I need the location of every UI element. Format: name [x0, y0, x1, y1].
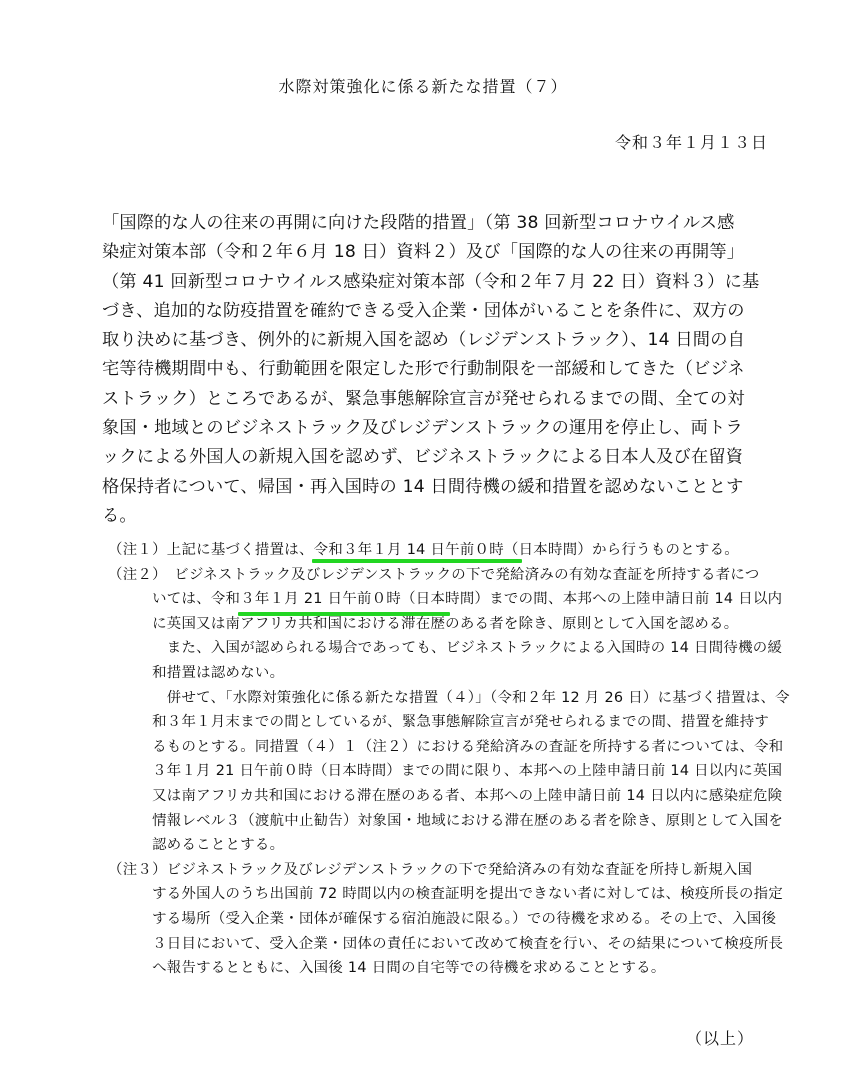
document-date: 令和３年１月１３日 — [614, 133, 768, 152]
note-line: する場所（受入企業・団体が確保する宿泊施設に限る。）での待機を求める。その上で、入国後 — [108, 910, 777, 927]
paragraph-line: （第 41 回新型コロナウイルス感染症対策本部（令和２年７月 22 日）資料３）に基 — [102, 271, 760, 292]
paragraph-line: 染症対策本部（令和２年６月 18 日）資料２）及び「国際的な人の往来の再開等」 — [102, 242, 745, 263]
highlight-underline-2 — [238, 612, 450, 616]
note-line: 和３年１月末までの間としているが、緊急事態解除宣言が発せられるまでの間、措置を維持す — [108, 714, 770, 731]
paragraph-line: ストラック）ところであるが、緊急事態解除宣言が発せられるまでの間、全ての対 — [102, 388, 745, 409]
note-line: する外国人のうち出国前 72 時間以内の検査証明を提出できない者に対しては、検疫所長の指定 — [108, 886, 784, 903]
note-line: るものとする。同措置（４）１（注２）における発給済みの査証を所持する者については、令和 — [108, 738, 784, 755]
paragraph-line: 象国・地域とのビジネストラック及びレジデンストラックの運用を停止し、両トラ — [102, 418, 743, 439]
note-line: いては、令和３年１月 21 日午前０時（日本時間）までの間、本邦への上陸申請日前 14 日以内 — [108, 591, 783, 608]
paragraph-line: 宅等待機期間中も、行動範囲を限定した形で行動制限を一部緩和してきた（ビジネ — [102, 359, 745, 380]
paragraph-line: 取り決めに基づき、例外的に新規入国を認め（レジデンストラック）、14 日間の自 — [102, 330, 745, 351]
note-line: ３日目において、受入企業・団体の責任において改めて検査を行い、その結果について検疫所長 — [108, 935, 784, 952]
paragraph-line: づき、追加的な防疫措置を確約できる受入企業・団体がいることを条件に、双方の — [102, 300, 745, 321]
notes-section — [108, 538, 798, 981]
note-line: へ報告するとともに、入国後 14 日間の自宅等での待機を求めることとする。 — [108, 960, 666, 977]
end-mark: （以上） — [685, 1029, 754, 1048]
note-line: （注２） ビジネストラック及びレジデンストラックの下で発給済みの有効な査証を所持する者につ — [108, 566, 760, 583]
main-paragraph — [102, 209, 786, 531]
note-line: 併せて、「水際対策強化に係る新たな措置（４）」（令和２年 12 月 26 日）に基づく措置は、令 — [108, 689, 790, 706]
document-title: 水際対策強化に係る新たな措置（７） — [278, 77, 568, 96]
note-line: に英国又は南アフリカ共和国における滞在歴のある者を除き、原則として入国を認める。 — [108, 615, 739, 632]
paragraph-line: ックによる外国人の新規入国を認めず、ビジネストラックによる日本人及び在留資 — [102, 447, 744, 468]
note-line: また、入国が認められる場合であっても、ビジネストラックによる入国時の 14 日間待機の緩 — [108, 640, 783, 657]
paragraph-line: る。 — [102, 505, 137, 526]
note-line: （注１）上記に基づく措置は、令和３年１月 14 日午前０時（日本時間）から行うものとする。 — [108, 542, 739, 558]
note-line: 情報レベル３（渡航中止勧告）対象国・地域における滞在歴のある者を除き、原則として入国を — [108, 812, 784, 829]
note-line: （注３）ビジネストラック及びレジデンストラックの下で発給済みの有効な査証を所持し新規入国 — [108, 861, 753, 878]
note-line: 和措置は認めない。 — [108, 664, 285, 681]
paragraph-line: 格保持者について、帰国・再入国時の 14 日間待機の緩和措置を認めないこととす — [102, 476, 744, 497]
note-line: 認めることとする。 — [108, 837, 285, 854]
highlight-underline-1 — [312, 559, 522, 563]
paragraph-line: 「国際的な人の往来の再開に向けた段階的措置」（第 38 回新型コロナウイルス感 — [102, 213, 735, 233]
note-line: 又は南アフリカ共和国における滞在歴のある者、本邦への上陸申請日前 14 日以内に感染症危険 — [108, 787, 783, 804]
note-line: ３年１月 21 日午前０時（日本時間）までの間に限り、本邦への上陸申請日前 14 日以内に英国 — [108, 763, 783, 780]
